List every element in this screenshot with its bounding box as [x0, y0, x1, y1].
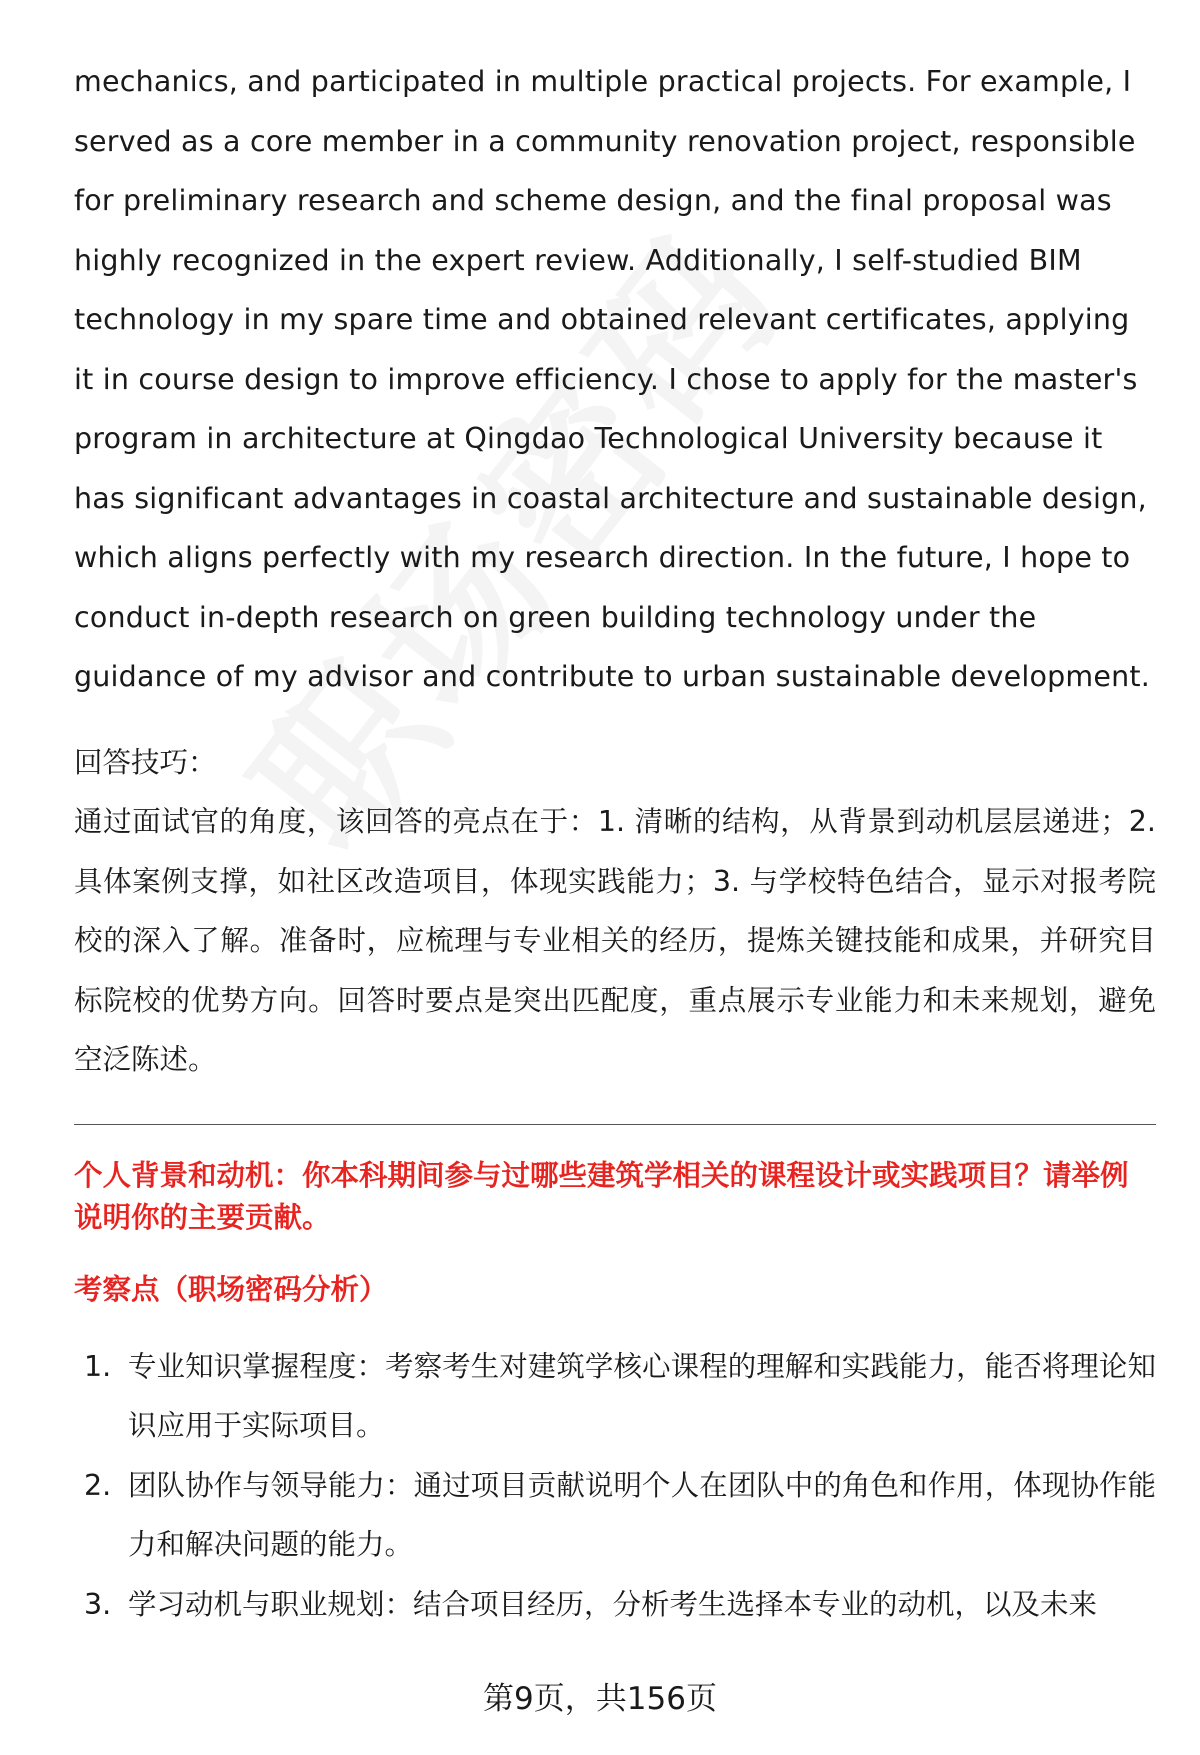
- list-item-text: 团队协作与领导能力：通过项目贡献说明个人在团队中的角色和作用，体现协作能力和解决问题的能力。: [128, 1468, 1156, 1561]
- question-heading: 个人背景和动机：你本科期间参与过哪些建筑学相关的课程设计或实践项目？请举例说明你的主要贡献。: [74, 1158, 1129, 1234]
- list-item-number: 2.: [84, 1468, 112, 1502]
- list-item-text: 学习动机与职业规划：结合项目经历，分析考生选择本专业的动机，以及未来: [128, 1587, 1098, 1621]
- page-number-footer: 第9页，共156页: [483, 1681, 717, 1717]
- list-item-number: 3.: [84, 1587, 112, 1621]
- list-item-text: 专业知识掌握程度：考察考生对建筑学核心课程的理解和实践能力，能否将理论知识应用于实际项目。: [128, 1349, 1156, 1442]
- list-item-number: 1.: [84, 1349, 112, 1383]
- focus-title: 考察点（职场密码分析）: [74, 1272, 388, 1306]
- document-page: [74, 52, 1156, 1634]
- section-divider: [74, 1124, 1156, 1125]
- focus-list: [74, 1337, 1156, 1635]
- list-item: [74, 1456, 1156, 1575]
- list-item: [74, 1337, 1156, 1456]
- list-item: [74, 1575, 1156, 1635]
- tips-text: 通过面试官的角度，该回答的亮点在于：1. 清晰的结构，从背景到动机层层递进；2. 具体案例支撑，如社区改造项目，体现实践能力；3. 与学校特色结合，显示对报考院校的深入了解。准备时，应梳理与专业相关的经历，提炼关键技能和成果，并研究目标院校的优势方向。回答时要点是突出匹配度，重点展示专业能力和未来规划，避免空泛陈述。: [74, 805, 1156, 1076]
- tips-title: 回答技巧：: [74, 745, 217, 779]
- answer-paragraph: mechanics, and participated in multiple practical projects. For example, I served as a core member in a community renovation project, responsible for preliminary research and scheme design, and the final proposal was highly recognized in the expert review. Additionally, I self-studied BIM technology in my spare time and obtained relevant certificates, applying it in course design to improve efficiency. I chose to apply for the master's program in architecture at Qingdao Technological University because it has significant advantages in coastal architecture and sustainable design, which aligns perfectly with my research direction. In the future, I hope to conduct in-depth research on green building technology under the guidance of my advisor and contribute to urban sustainable development.: [74, 65, 1150, 693]
